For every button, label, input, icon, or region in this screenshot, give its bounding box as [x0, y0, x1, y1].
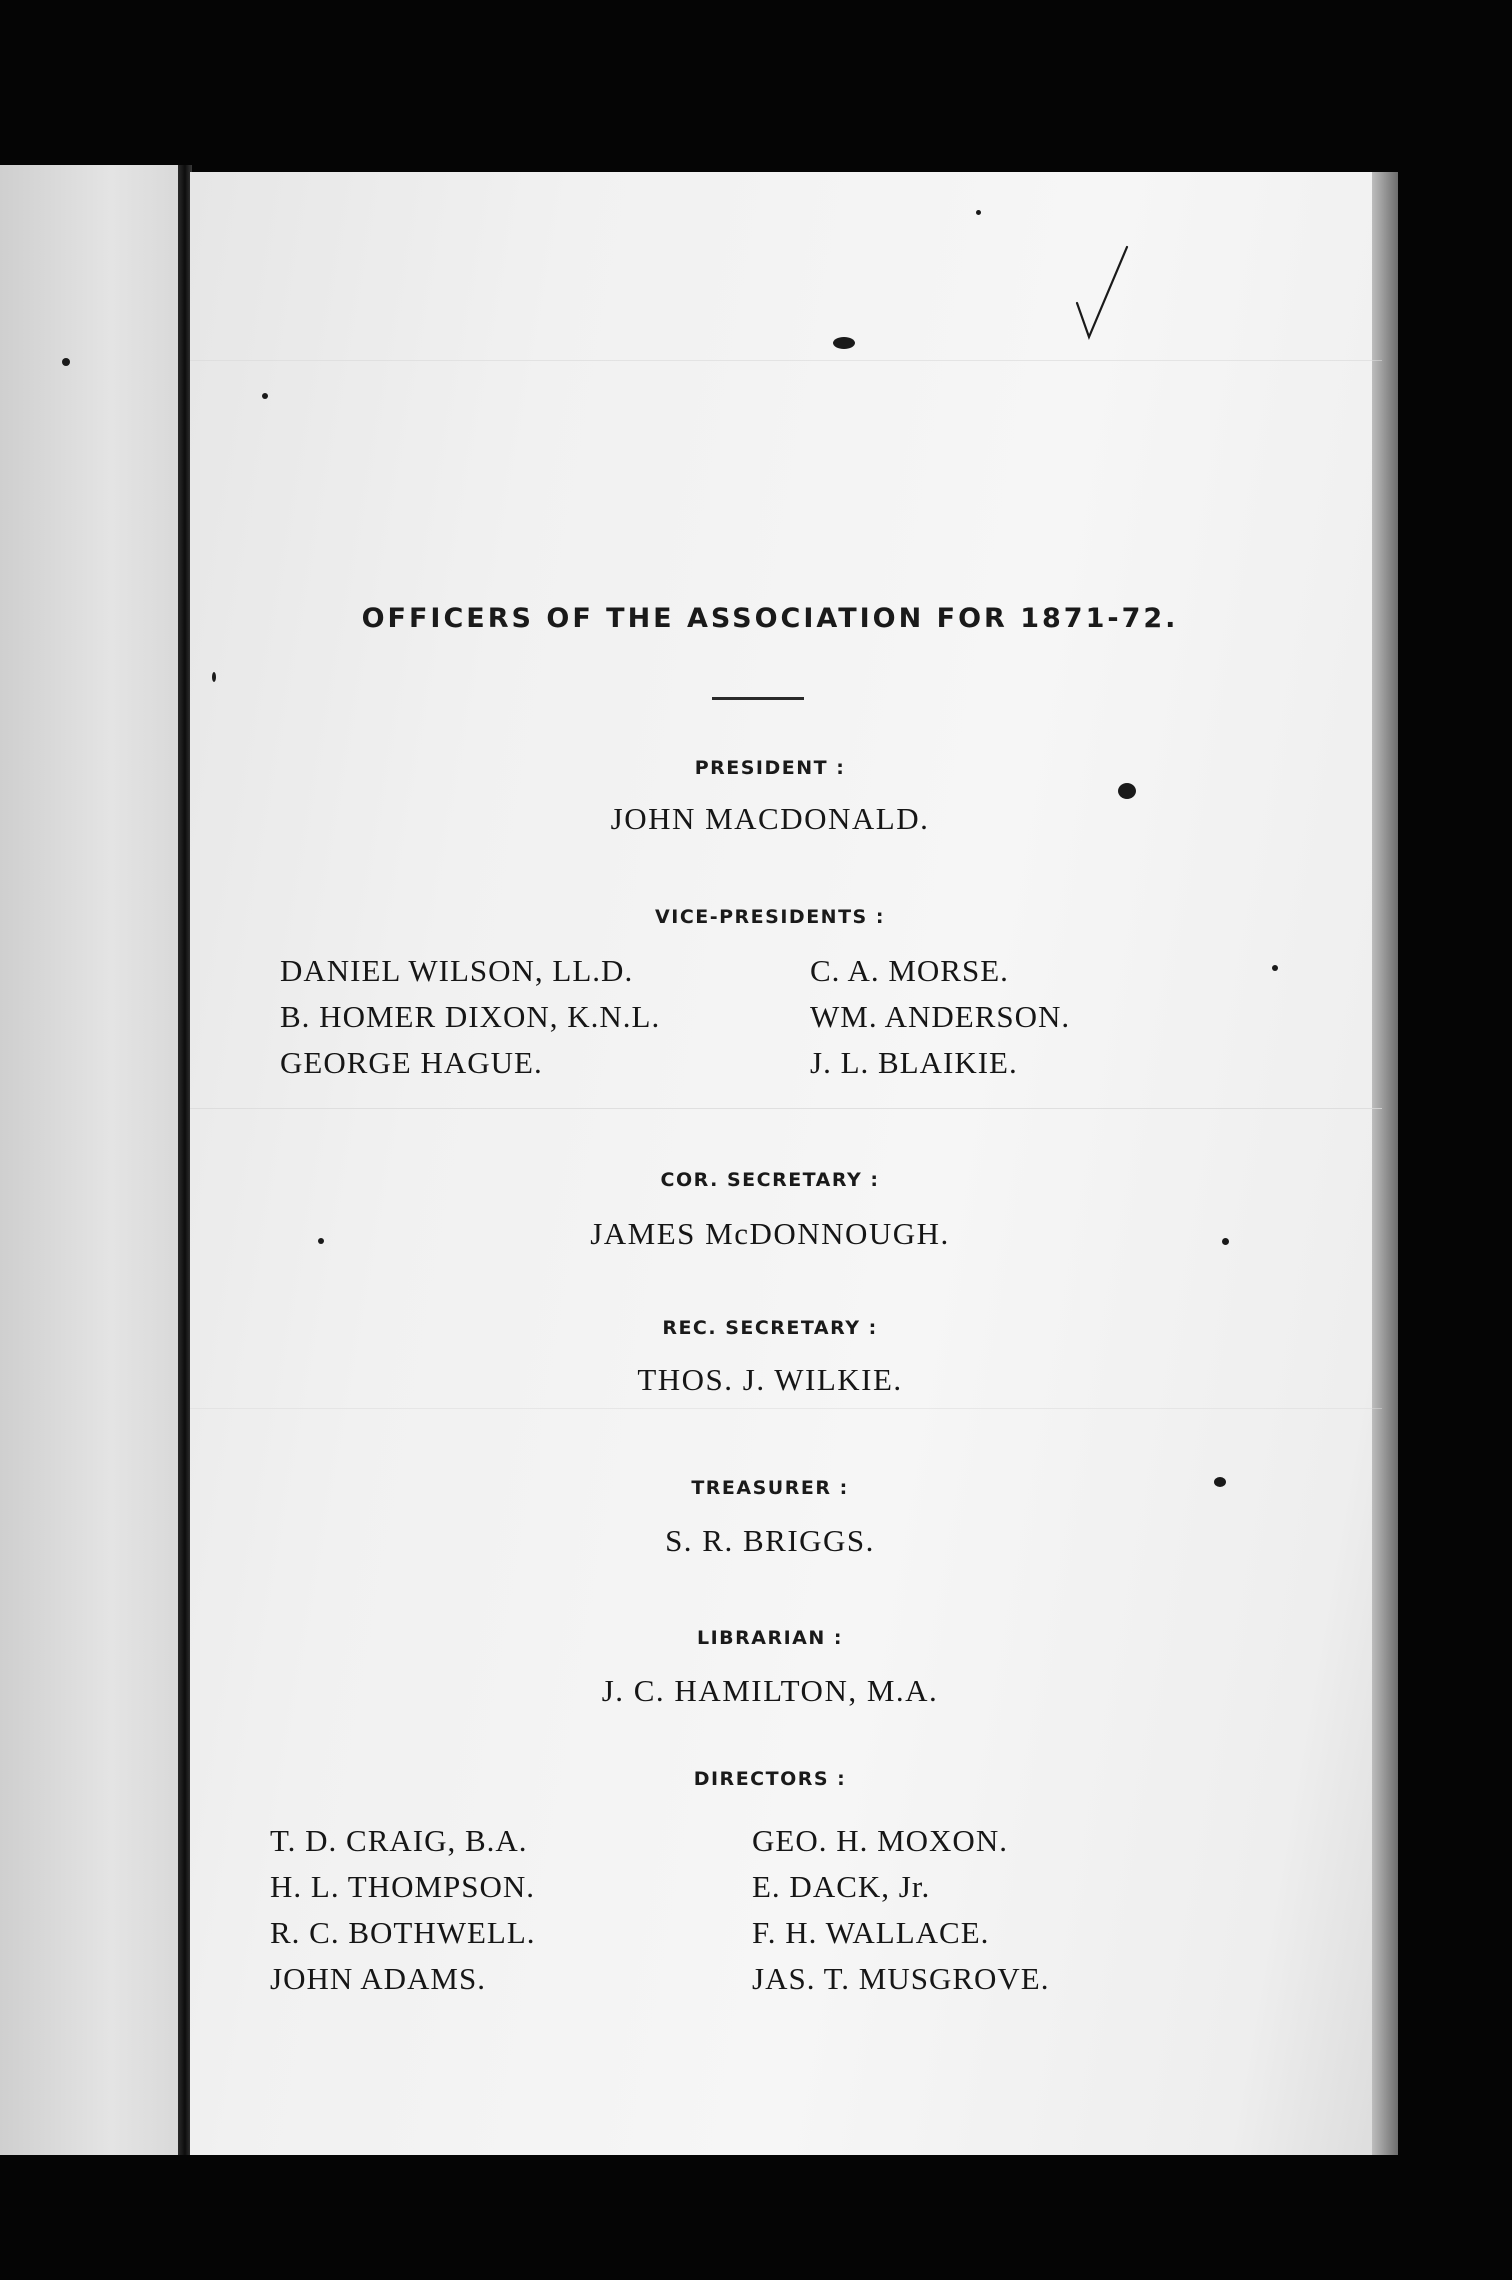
- page-edge-shadow: [1372, 172, 1398, 2155]
- vice-president-name: WM. ANDERSON.: [810, 999, 1071, 1034]
- president-label: PRESIDENT :: [694, 757, 846, 779]
- scan-speck: [62, 358, 70, 366]
- vice-presidents-left-column: [280, 948, 660, 1086]
- scan-speck: [212, 672, 216, 682]
- director-name: JAS. T. MUSGROVE.: [752, 1961, 1050, 1996]
- vice-president-name: B. HOMER DIXON, K.N.L.: [280, 999, 661, 1034]
- vice-president-name: J. L. BLAIKIE.: [810, 1045, 1018, 1080]
- vice-president-name: DANIEL WILSON, LL.D.: [280, 953, 634, 988]
- treasurer-name: S. R. BRIGGS.: [665, 1523, 875, 1558]
- vice-presidents-label: VICE-PRESIDENTS :: [655, 906, 885, 928]
- director-name: GEO. H. MOXON.: [752, 1823, 1008, 1858]
- president-name: JOHN MACDONALD.: [610, 801, 930, 836]
- cor-secretary-name: JAMES McDONNOUGH.: [590, 1216, 950, 1251]
- left-facing-page: [0, 165, 185, 2155]
- treasurer-label: TREASURER :: [691, 1477, 849, 1499]
- bleed-through-line: [190, 1108, 1382, 1109]
- librarian-name: J. C. HAMILTON, M.A.: [601, 1673, 939, 1708]
- director-name: H. L. THOMPSON.: [270, 1869, 536, 1904]
- scan-speck: [833, 337, 855, 349]
- director-name: E. DACK, Jr.: [752, 1869, 931, 1904]
- directors-right-column: [752, 1818, 1049, 2002]
- vice-presidents-right-column: [810, 948, 1070, 1086]
- directors-label: DIRECTORS :: [693, 1768, 847, 1790]
- scan-speck: [1118, 783, 1136, 799]
- check-mark-icon: [1075, 245, 1135, 345]
- scan-speck: [976, 210, 981, 215]
- vice-president-name: C. A. MORSE.: [810, 953, 1009, 988]
- director-name: JOHN ADAMS.: [270, 1961, 486, 1996]
- vice-president-name: GEORGE HAGUE.: [280, 1045, 543, 1080]
- cor-secretary-label: COR. SECRETARY :: [660, 1169, 880, 1191]
- directors-left-column: [270, 1818, 536, 2002]
- bleed-through-line: [190, 360, 1382, 361]
- director-name: R. C. BOTHWELL.: [270, 1915, 536, 1950]
- scan-speck: [262, 393, 268, 399]
- rec-secretary-name: THOS. J. WILKIE.: [637, 1362, 903, 1397]
- page-title: OFFICERS OF THE ASSOCIATION FOR 1871-72.: [361, 603, 1179, 634]
- director-name: F. H. WALLACE.: [752, 1915, 990, 1950]
- rec-secretary-label: REC. SECRETARY :: [662, 1317, 878, 1339]
- title-rule: [712, 697, 804, 700]
- librarian-label: LIBRARIAN :: [696, 1627, 843, 1649]
- scan-speck: [1272, 965, 1278, 971]
- director-name: T. D. CRAIG, B.A.: [270, 1823, 528, 1858]
- bleed-through-line: [190, 1408, 1382, 1409]
